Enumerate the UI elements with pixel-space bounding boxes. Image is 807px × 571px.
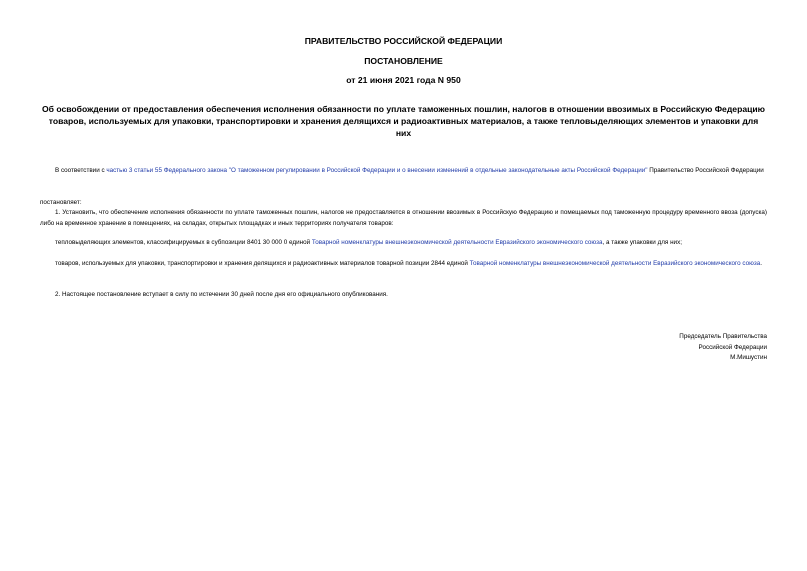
- tn-ved-link-1[interactable]: Товарной номенклатуры внешнеэкономической деятельности Евразийского экономического союза: [311, 239, 603, 246]
- signature-name: М.Мишустин: [730, 354, 767, 361]
- intro-paragraph: [40, 166, 767, 177]
- tn-ved-link-2[interactable]: Товарной номенклатуры внешнеэкономической деятельности Евразийского экономического союза: [469, 260, 761, 267]
- subitem-fuel-text-end: , а также упаковки для них;: [602, 239, 682, 246]
- subitem-packaging-text: товаров, используемых для упаковки, транспортировки и хранения делящихся и радиоактивных материалов товарной позиции 2844 единой: [55, 260, 470, 267]
- intro-text-end: Правительство Российской Федерации: [647, 167, 764, 174]
- resolves-text: постановляет:: [40, 199, 82, 206]
- government-heading: ПРАВИТЕЛЬСТВО РОССИЙСКОЙ ФЕДЕРАЦИИ: [304, 36, 503, 46]
- document-type-heading: ПОСТАНОВЛЕНИЕ: [364, 56, 443, 66]
- signature-position: Председатель Правительства: [679, 333, 767, 340]
- signature-organization: Российской Федерации: [698, 343, 767, 351]
- subitem-fuel-text: тепловыделяющих элементов, классифицируемых в субпозиции 8401 30 000 0 единой: [55, 239, 312, 246]
- subitem-fuel-elements: [40, 238, 767, 249]
- document-title: Об освобождении от предоставления обеспечения исполнения обязанности по уплате таможенных пошлин, налогов в отношении ввозимых в Российскую Федерацию товаров, используемых для упаковки, транспортировки и хранения делящихся и радиоактивных материалов, а также тепловыделяющих элементов и упаковки для них: [41, 104, 766, 138]
- intro-text-start: В соответствии с: [55, 167, 107, 174]
- signature-block: [567, 332, 767, 364]
- date-number-heading: от 21 июня 2021 года N 950: [346, 75, 461, 85]
- item-1-paragraph: 1. Установить, что обеспечение исполнения обязанности по уплате таможенных пошлин, налогов не предоставляется в отношении ввозимых в Российскую Федерацию и помещаемых под таможенную процедуру временного ввоза (допуска) либо на временное хранение в помещениях, на складах, открытых площадках и иных территориях получателя товаров:: [40, 209, 767, 227]
- item-2-paragraph: 2. Настоящее постановление вступает в силу по истечении 30 дней после дня его официального опубликования.: [55, 291, 388, 298]
- subitem-packaging: [40, 259, 767, 270]
- federal-law-link[interactable]: частью 3 статьи 55 Федерального закона "О таможенном регулировании в Российской Федерации и о внесении изменений в отдельные законодательные акты Российской Федерации": [106, 167, 648, 174]
- subitem-packaging-text-end: .: [760, 260, 763, 267]
